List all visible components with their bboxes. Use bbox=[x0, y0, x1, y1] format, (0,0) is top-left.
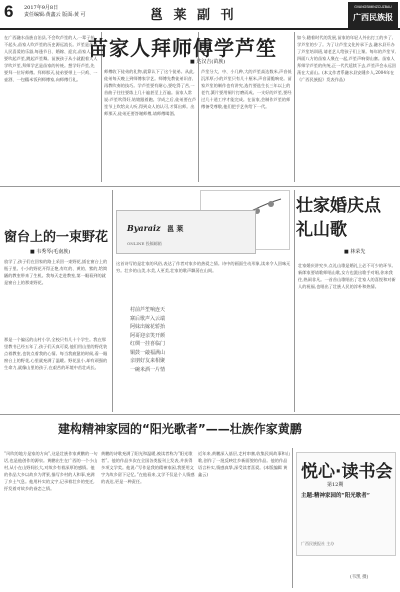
article-text: 那是一个偏远的山村小学,全校只有几十个学生。我在那里教书已经五年了,孩子们天真可爱,他们用山里的野花装点着教室,也装点着我的心情。每当我疲惫的时候,看一眼窗台上的野花,心里就充满了温暖。野花虽小,却有顽强的生命力,就像山里的孩子,在艰苦的环境中茁壮成长。 bbox=[4, 337, 108, 370]
poem-line: 一碗米酒一片情 bbox=[130, 366, 166, 373]
banner-subtitle: ONLINE 投稿邮箱 bbox=[127, 241, 162, 246]
article-text: 放学了,孩子们在回家的路上采回一束野花,插在窗台上的瓶子里。小小的野花开得正艳,有红的、黄的、紫的,给简陋的教室带来了生机。我每天走进教室,第一眼看到的就是窗台上的那束野花。 bbox=[4, 259, 108, 285]
banner-chinese-title: 邕 莱 bbox=[167, 224, 184, 233]
article-headline: 苗家人拜师傅学芦笙 bbox=[88, 36, 277, 60]
publication-latin-name: GVANGSIMINZCUZBAU bbox=[354, 5, 392, 9]
book-club-organizer: 广西民族报社 主办 bbox=[301, 541, 335, 546]
poem-line: 寨后歌声入云端 bbox=[130, 315, 166, 322]
column-divider bbox=[112, 190, 113, 412]
article-text: 师傅收下徒弟的礼物,就算认下了这个徒弟。从此,徒弟每天晚上到师傅家学艺。师傅先教徒弟识音,再教吹奏的技巧。学芦笙要有耐心,要吃得了苦,一首曲子往往要练上几十遍甚至上百遍。苗家人常说:芦笙吹得好,姑娘跟着跑。学成之后,徒弟要在芦笙节上吹给众人听,得到众人的认可,才算出师。出师那天,徒弟还要答谢师傅,请师傅喝酒。 bbox=[104, 69, 196, 116]
poem-line: 阿哥迎亲笑开颜 bbox=[130, 332, 166, 339]
article-text: 芦笙分大、中、小几种,大的芦笙高达数米,声音低沉浑厚;小的芦笙只有几十厘米,声音清脆响亮。苗家芦笙的制作也有讲究,选竹要选生长三年以上的老竹,簧片要用铜片打磨而成。一支好的芦笙,要经过几十道工序才能完成。在苗家,会制作芦笙的师傅备受尊敬,他们把手艺传给下一代。 bbox=[201, 69, 292, 109]
column-divider bbox=[294, 32, 295, 182]
poem-line: 红绸一挂喜临门 bbox=[130, 341, 166, 347]
column-divider bbox=[294, 190, 295, 412]
article-byline: ■ 达汉吉(苗族) bbox=[190, 59, 226, 65]
page-number: 6 bbox=[4, 2, 14, 21]
publication-logo bbox=[348, 2, 398, 28]
article-text: 如今,随着时代的发展,苗家的年轻人外出打工的多了,学芦笙的少了。为了让芦笙文化传承下去,融水县开办了芦笙培训班,请老艺人给孩子们上课。每年的芦笙节,四面八方的苗家人聚在一起,芦笙声响彻山寨。苗家人拜师学芦笙的传统,正一代代延续下去,芦笙声会永远回荡在大苗山。(本文作者系融水县安陲乡人,2004年在《广西民族报》发表作品) bbox=[297, 35, 396, 82]
article-text: “风吹的地方是家的方向”,这是壮族作家黄鹏的一句话,也是他创作的源泉。黄鹏出生在广西的一个小山村,从小在山野间长大,对故乡有着深厚的感情。他的作品大多以故乡为背景,描写乡村的人和事,充满了乡土气息。他用朴实的文字,记录着壮乡的变迁,抒发着对故乡的眷恋之情。 bbox=[4, 451, 98, 491]
poem bbox=[130, 306, 290, 410]
section-title: 邕 莱 副 刊 bbox=[150, 8, 237, 23]
poem-line: 阿妹出嫁花轿抬 bbox=[130, 324, 166, 330]
article-text: 近年来,黄鹏深入基层,走村串寨,收集民间故事和山歌,创作了一批反映壮乡新面貌的作品。他的作品语言朴实,情感真挚,深受读者喜爱。(本版编辑 黄鑫云) bbox=[198, 451, 290, 477]
issue-date: 2017年9月8日 bbox=[24, 5, 59, 11]
book-club-issue: 第12期 bbox=[327, 482, 344, 488]
poem-line: 铜鼓一敲福满山 bbox=[130, 349, 166, 356]
masthead bbox=[0, 0, 400, 30]
article-column bbox=[101, 450, 195, 588]
article-byline: ■ 林荣先 bbox=[344, 249, 366, 255]
section-divider bbox=[0, 414, 400, 415]
article-column bbox=[4, 34, 98, 184]
column-divider bbox=[292, 448, 293, 588]
article-column bbox=[201, 68, 292, 184]
article-text: 黄鹏的诗歌充满了阳光和温暖,被读者称为“阳光歌者”。他的作品多次在全国各类报刊上发表,并获得多项文学奖。他说:“写作是我的精神家园,我要用文字为故乡留下记忆。”在他看来,文学不仅是个人情感的表达,更是一种责任。 bbox=[101, 451, 195, 484]
article-text: 这首诗写的是壮家的风俗,表达了作者对家乡的热爱之情。诗中的画面生动形象,读来令人回味无穷。壮乡的山美,水美,人更美,壮家的歌声飘荡在山间。 bbox=[116, 261, 291, 273]
article-headline: 壮家婚庆点礼山歌 bbox=[296, 196, 381, 240]
book-club-poster bbox=[296, 452, 396, 556]
article-byline: ■ 韦秀琴(毛南族) bbox=[30, 249, 71, 255]
publication-name: 广西民族报 bbox=[353, 13, 393, 22]
article-column bbox=[4, 258, 108, 334]
editor-credits: 责任编辑:黄鑫云 版面:黄 可 bbox=[24, 12, 86, 18]
book-club-title: 悦心·读书会 bbox=[301, 462, 393, 482]
article-text: 壮家婚庆讲究多,点礼山歌是婚礼上必不可少的环节。新郎家要请歌师唱山歌,女方也派出歌手对唱,你来我往,热闹非凡。一首首山歌唱出了壮家人的喜悦和对新人的祝福,也唱出了壮族人民的淳朴和热情。 bbox=[298, 263, 396, 289]
article-headline: 窗台上的一束野花 bbox=[4, 230, 109, 245]
article-column bbox=[297, 34, 396, 184]
book-club-theme: 主题:精神家园的“阳光歌者” bbox=[301, 493, 370, 499]
article-column bbox=[116, 260, 291, 302]
article-text: 在广西融水苗族自治县,不会吹芦笙的人,一辈子抬不起头,苗家人吹芦笙的历史源远流长。芦笙是苗族人民喜爱的乐器,每逢节日、婚嫁、迎宾,苗家人总要吹起芦笙,跳起芦笙舞。苗族孩子从小就跟着大人学吹芦笙,拜师学艺是苗家的传统。想学好芦笙,先要拜一位好师傅。拜师那天,徒弟要带上一只鸡、一壶酒、一包糯米饭到师傅家,向师傅行礼。 bbox=[4, 35, 98, 82]
article-column bbox=[298, 262, 396, 410]
photo-caption: (韦凯 摄) bbox=[350, 575, 369, 580]
banner-title: Byaraiz bbox=[127, 223, 161, 233]
column-banner bbox=[116, 210, 256, 254]
poem-line: 亲朋好友来相聚 bbox=[130, 358, 166, 364]
section-divider bbox=[0, 186, 400, 187]
article-column bbox=[104, 68, 196, 184]
article-column bbox=[198, 450, 290, 588]
poem-line: 村前芦笙响连天 bbox=[130, 307, 166, 313]
article-column bbox=[4, 336, 108, 412]
article-headline: 建构精神家园的“阳光歌者”——壮族作家黄鹏 bbox=[58, 422, 302, 436]
article-column bbox=[4, 450, 98, 588]
